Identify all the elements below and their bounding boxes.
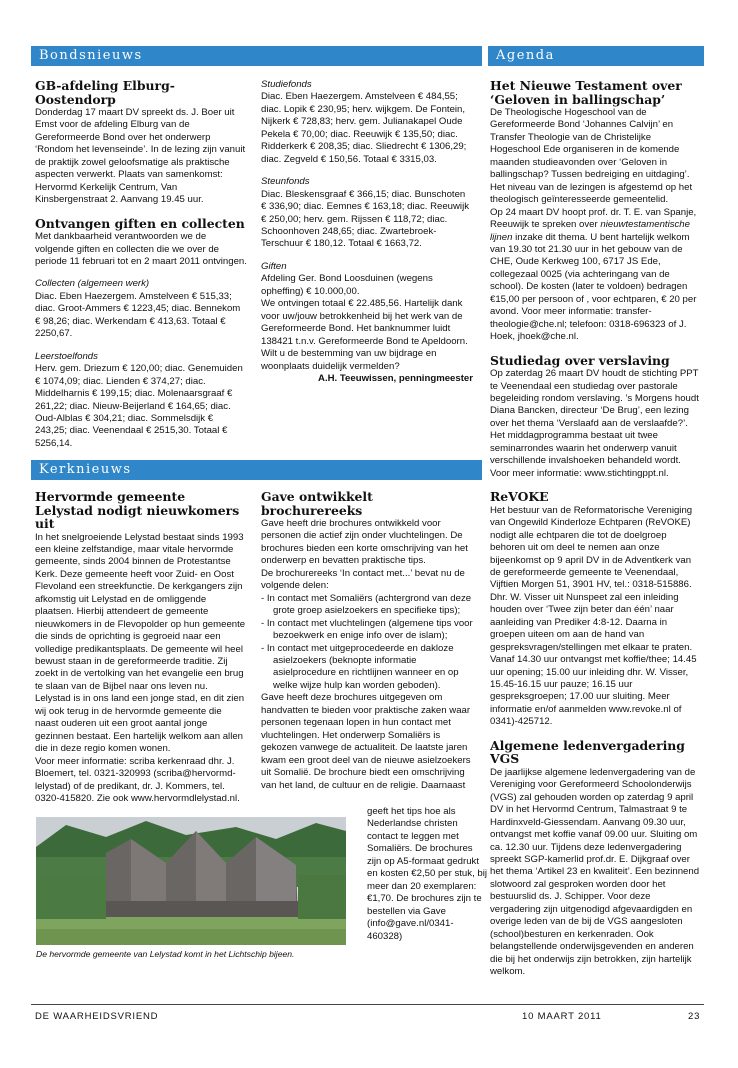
agenda-text-studiedag: Op zaterdag 26 maart DV houdt de stichting PPT te Veenendaal een studiedag over pastorale begeleiding rondom verslaving. ’s Morgens houdt Diana Bancken, directeur ‘De Brug’, een lezing over het thema ‘Verslaafd aan de verslaafde?’. Het middagprogramma bestaat uit twee seminarrondes waarin het onderwerp vanuit verschillende invalshoeken behandeld wordt. Voor meer informatie: www.stichtingppt.nl.: [490, 368, 699, 479]
section-bar-bondsnieuws: Bondsnieuws: [31, 46, 482, 66]
fund-text-steun: Diac. Bleskensgraaf € 366,15; diac. Bunschoten € 336,90; diac. Eemnes € 163,18; diac. Reeuwijk € 250,00; herv. gem. Rijssen € 118,72; diac. Schoonhoven 248,65; diac. Zwartebroek-Terschuur € 180,12. Totaal € 1663,72.: [261, 188, 469, 250]
article-heading-elburg: GB-afdeling Elburg-Oostendorp: [35, 78, 175, 107]
signature: A.H. Teeuwissen, penningmeester: [318, 372, 473, 384]
fund-label-collecten: Collecten (algemeen werk): [35, 278, 150, 290]
article-text-lelystad-3: Voor meer informatie: scriba kerkenraad dhr. J. Bloemert, tel. 0321-320993 (scriba@hervormd-lelystad) of de predikant, dr. J. Kommers, tel. 0320-415820. Zie ook www.hervormdlelystad.nl.: [35, 755, 240, 805]
fund-label-giften: Giften: [261, 260, 287, 272]
list-item: - In contact met Somaliërs (achtergrond van deze grote groep asielzoekers en specifieke tips);: [261, 592, 472, 617]
article-heading-giften: Ontvangen giften en collecten: [35, 215, 245, 231]
section-bar-kerknieuws: Kerknieuws: [31, 460, 482, 480]
bondsnieuws-column-right: [261, 79, 473, 385]
kerknieuws-column-right: [261, 490, 473, 792]
brochure-list: [261, 593, 473, 693]
article-text-lelystad-1: In het snelgroeiende Lelystad bestaat sinds 1993 een kleine zelfstandige, maar vitale hervormde gemeente, sinds 2004 binnen de Protestantse Kerk. Deze gemeente heeft voor Zuid- en Oost Flevoland een streekfunctie. De kerkgangers zijn afkomstig uit Lelystad en de omliggende plaatsen. Hierbij attendeert de gemeente nieuwkomers in de Flevopolder op hun gemeente die sinds de oprichting is gegroeid naar een volledige predikantsplaats. De gemeente wil heel bewust staan in de gereformeerde traditie. Zij zoekt in de vertolking van het evangelie een brug te slaan van de Bijbel naar ons leven nu.: [35, 531, 246, 692]
kerknieuws-column-left: [35, 490, 247, 805]
photo-caption: De hervormde gemeente van Lelystad komt in het Lichtschip bijeen.: [36, 949, 295, 959]
article-text-lelystad-2: Lelystad is in ons land een jonge stad, en dit zien wij ook terug in de hervormde gemeente die naast ouderen uit een groot aantal jonge gezinnen bestaat. Een hartelijk welkom aan allen die in deze regio komen wonen.: [35, 693, 245, 755]
footer-magazine: DE WAARHEIDSVRIEND: [35, 1011, 159, 1022]
agenda-heading-nieuwe-testament: Het Nieuwe Testament over ‘Geloven in ballingschap’: [490, 78, 682, 107]
article-text-gave-4: geeft het tips hoe als Nederlandse christen contact te leggen met Somaliërs. De brochures zijn op A5-formaat gedrukt en kosten €2,50 per stuk, bij meer dan 20 exemplaren: €1,70. De brochures zijn te bestellen via Gave (info@gave.nl/0341-460328): [367, 806, 487, 942]
agenda-text-nieuwe-testament-1: De Theologische Hogeschool van de Gereformeerde Bond ‘Johannes Calvijn’ en Transfer Theologie van de Christelijke Hogeschool Ede organiseren in de komende maanden studieavonden over ‘Geloven in ballingschap? Tussen bedreiging en uitdaging’. Het niveau van de lezingen is afgestemd op het theologisch geïnteresseerde gemeentelid.: [490, 107, 693, 206]
church-photo: [36, 817, 346, 945]
agenda-column: [490, 79, 702, 979]
section-bar-agenda: Agenda: [488, 46, 704, 66]
footer-date: 10 MAART 2011: [522, 1011, 602, 1022]
footer-page-number: 23: [688, 1011, 701, 1022]
fund-text-giften: Afdeling Ger. Bond Loosduinen (wegens opheffing) € 10.000,00.: [261, 273, 433, 297]
agenda-text-revoke: Het bestuur van de Reformatorische Vereniging van Ongewild Kinderloze Echtparen (ReVOKE) nodigt alle echtparen die tot de doelgroep behoren uit om deel te nemen aan onze bijeenkomst op 9 april DV in de Adventkerk van de gereformeerde gemeente te Veenendaal, Vijftien Morgen 51, 3901 HV, tel.: 0318-515886. Dhr. W. Visser uit Nunspeet zal een inleiding houden over ‘Twee zijn beter dan één’ naar aanleiding van Prediker 4:8-12. Daarna in groepen uiteen om aan de hand van gespreksvragen/stellingen met elkaar te praten. Vanaf 14.30 uur ontvangst met koffie/thee; 14.45 uur opening; 15.00 uur inleiding dhr. W. Visser, 15.45-16.15 uur pauze; 16.15 uur gespreksgroepen; 17.00 uur sluiting. Meer informatie en/of aanmelden www.revoke.nl of 0341)-425712.: [490, 504, 697, 728]
fund-text-leerstoel: Herv. gem. Driezum € 120,00; diac. Genemuiden € 1074,09; diac. Lienden € 374,27; diac. Middelharnis € 199,15; diac. Molenaarsgraaf € 261,22; diac. Nieuw-Beijerland € 164,65; diac. Oud-Alblas € 304,21; diac. Sommelsdijk € 243,25; diac. Veenendaal € 2515,30. Totaal € 5256,14.: [35, 363, 243, 449]
list-item: - In contact met uitgeprocedeerde en dakloze asielzoekers (beknopte informatie asielprocedure en richtlijnen wanneer en op welke wijze hulp kan worden geboden).: [261, 642, 459, 691]
fund-text-studie: Diac. Eben Haezergem. Amstelveen € 484,55; diac. Lopik € 230,95; herv. wijkgem. De Fontein, Nijkerk € 728,83; herv. gem. Julianakapel Oude Pekela € 70,00; diac. Reeuwijk € 135,50; diac. Ridderkerk € 208,35; diac. Sliedrecht € 1306,29; diac. Zegveld € 150,56. Totaal € 3315,03.: [261, 91, 467, 165]
agenda-text-nieuwe-testament-2: [490, 207, 702, 344]
article-text-gave-3: Gave heeft deze brochures uitgegeven om handvatten te bieden voor praktische zaken waar personen tegenaan lopen in hun contact met vluchtelingen. Het onderwerp Somaliërs is gekozen vanwege de actualiteit. De laatste jaren kwam een groot deel van de nieuwe asielzoekers uit Somalië. De brochure biedt een omschrijving van het land, de cultuur en de religie. Daarnaast: [261, 692, 471, 791]
list-item: - In contact met vluchtelingen (algemene tips voor bezoekwerk en enige info over de islam);: [261, 617, 473, 642]
fund-label-leerstoel: Leerstoelfonds: [35, 350, 98, 362]
agenda-text-vgs: De jaarlijkse algemene ledenvergadering van de Vereniging voor Gereformeerd Schoolonderwijs (VGS) zal gehouden worden op zaterdag 9 april DV in het Hervormd Centrum, Talmastraat 9 te Hardinxveld-Giessendam. Aanvang 09.30 uur, ontvangst met koffie vanaf 09.00 uur. Sluiting om ca. 12.30 uur. Tijdens deze ledenvergadering spreekt SGP-kamerlid prof.dr. E. Dijkgraaf over het thema ‘Artikel 23 en kwaliteit’. Een bezinnend slotwoord zal gesproken worden door het bestuurslid ds. J. Schipper. Voor deze vergadering zijn uitgenodigd afgevaardigden en overige leden van de bij de VGS aangesloten (school)besturen en kerkenraden. Ook belangstellende onderwijsgevenden en anderen die bij het onderwijs zijn betrokken, zijn hartelijk welkom.: [490, 766, 700, 978]
article-text-gave-1: Gave heeft drie brochures ontwikkeld voor personen die actief zijn onder vluchtelingen. De brochures bieden een korte omschrijving van het onderwerp en bevatten praktische tips.: [261, 518, 468, 567]
article-text-gave-2: De brochurereeks ‘In contact met...’ bevat nu de volgende delen:: [261, 567, 465, 592]
agenda-heading-revoke: ReVOKE: [490, 489, 549, 505]
fund-text-collecten: Diac. Eben Haezergem. Amstelveen € 515,33; diac. Groot-Ammers € 1223,45; diac. Bennekom € 98,26; diac. Werkendam € 413,63. Totaal € 2250,67.: [35, 290, 241, 340]
article-heading-gave: Gave ontwikkelt brochurereeks: [261, 489, 373, 518]
bondsnieuws-column-left: [35, 79, 247, 450]
article-heading-lelystad: Hervormde gemeente Lelystad nodigt nieuwkomers uit: [35, 489, 240, 531]
fund-label-steun: Steunfonds: [261, 176, 310, 188]
agenda-heading-vgs: Algemene ledenvergadering VGS: [490, 737, 685, 767]
fund-text-total: We ontvingen totaal € 22.485,56. Hartelijk dank voor uw/jouw betrokkenheid bij het werk van de Gereformeerde Bond. Het banknummer luidt 138421 t.n.v. Gereformeerde Bond te Apeldoorn. Wilt u de bestemming van uw bijdrage en woonplaats duidelijk vermelden?: [261, 298, 468, 372]
agenda-text-italic: nieuwtestamentische lijnen: [490, 219, 690, 243]
article-text-elburg: Donderdag 17 maart DV spreekt ds. J. Boer uit Emst voor de afdeling Elburg van de Gereformeerde Bond over het onderwerp ‘Rondom het levenseinde’. In de lezing zijn vanuit de praktijk zowel geloofsmatige als praktische aspecten verwerkt. Plaats van samenkomst: Hervormd Kerkelijk Centrum, Van Kinsbergenstraat 2. Aanvang 19.45 uur.: [35, 107, 246, 206]
agenda-text-part: Op 24 maart DV hoopt prof. dr. T. E. van Spanje, Reeuwijk te spreken over: [490, 206, 697, 231]
article-text-giften-intro: Met dankbaarheid verantwoorden we de volgende giften en collecten die we over de periode 11 februari tot en 2 maart 2011 ontvingen.: [35, 231, 247, 268]
fund-label-studie: Studiefonds: [261, 79, 312, 90]
footer-rule: [31, 1004, 704, 1005]
agenda-text-part: inzake dit thema. U bent hartelijk welkom van 19.30 tot 21.30 uur in het gebouw van de CHE, Oude Kerkweg 100, 6717 JS Ede, collegezaal 0025 (via achteringang van de school). De kosten (later te voldoen) bedragen €15,00 per persoon of , voor echtparen, € 20 per avond. Voor meer informatie: transfer-theologie@che.nl; telefoon: 0318-696323 of J. Hoek, jhoek@che.nl.: [490, 231, 697, 343]
agenda-heading-studiedag: Studiedag over verslaving: [490, 352, 670, 368]
